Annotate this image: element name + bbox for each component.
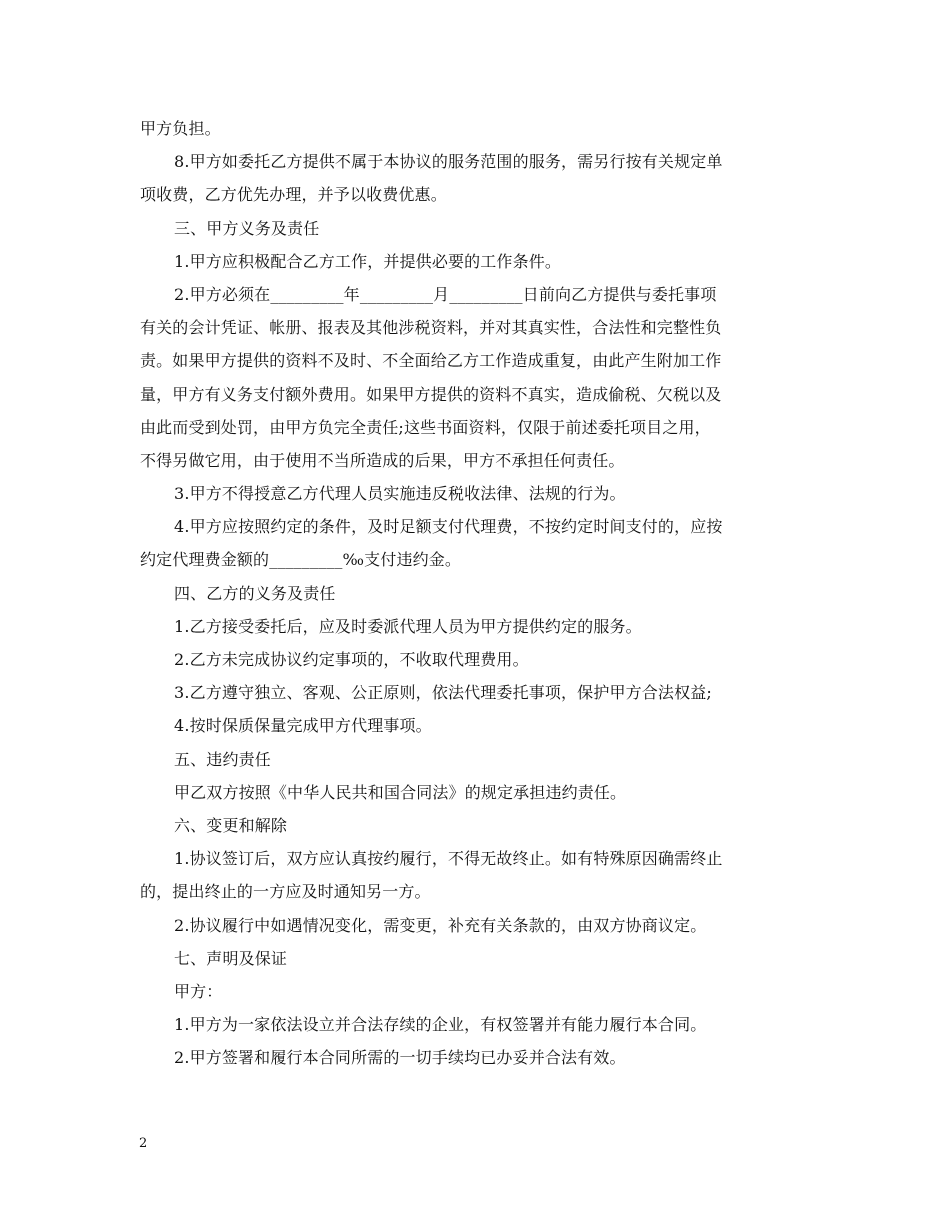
text-line: 1.甲方为一家依法设立并合法存续的企业，有权签署并有能力履行本合同。 (174, 1015, 707, 1035)
text-line: 甲乙双方按照《中华人民共和国合同法》的规定承担违约责任。 (174, 782, 627, 802)
text-line: 甲方负担。 (140, 119, 221, 138)
text-line: 项收费，乙方优先办理，并予以收费优惠。 (140, 185, 447, 205)
text-line: 2.协议履行中如遇情况变化，需变更，补充有关条款的，由双方协商议定。 (174, 915, 707, 935)
text-line: 1.甲方应积极配合乙方工作，并提供必要的工作条件。 (174, 251, 562, 271)
text-line: 五、违约责任 (174, 749, 271, 769)
text-line: 3.甲方不得授意乙方代理人员实施违反税收法律、法规的行为。 (174, 484, 626, 504)
text-line: 六、变更和解除 (174, 815, 288, 835)
text-line: 4.按时保质保量完成甲方代理事项。 (174, 716, 432, 736)
text-line: 1.协议签订后，双方应认真按约履行，不得无故终止。如有特殊原因确需终止 (174, 849, 723, 869)
text-line: 2.甲方必须在_________年_________月_________日前向乙方提供与委托事项 (174, 284, 717, 304)
text-line: 甲方： (174, 981, 223, 1001)
document-body (140, 112, 810, 1074)
text-line: 约定代理费金额的_________‰支付违约金。 (140, 550, 462, 570)
text-line: 量，甲方有义务支付额外费用。如果甲方提供的资料不真实，造成偷税、欠税以及 (140, 384, 722, 404)
text-line: 的，提出终止的一方应及时通知另一方。 (140, 882, 431, 902)
text-line: 2.乙方未完成协议约定事项的，不收取代理费用。 (174, 650, 529, 669)
text-line: 责。如果甲方提供的资料不及时、不全面给乙方工作造成重复，由此产生附加工作 (140, 351, 722, 371)
text-line: 4.甲方应按照约定的条件，及时足额支付代理费，不按约定时间支付的，应按 (174, 517, 723, 537)
text-line: 1.乙方接受委托后，应及时委派代理人员为甲方提供约定的服务。 (174, 616, 642, 636)
text-line: 由此而受到处罚，由甲方负完全责任;这些书面资料，仅限于前述委托项目之用， (140, 417, 711, 437)
text-line: 2.甲方签署和履行本合同所需的一切手续均已办妥并合法有效。 (174, 1048, 626, 1068)
text-line: 七、声明及保证 (174, 948, 288, 968)
page-number: 2 (139, 1136, 148, 1151)
text-line: 8.甲方如委托乙方提供不属于本协议的服务范围的服务，需另行按有关规定单 (174, 152, 723, 172)
text-line: 四、乙方的义务及责任 (174, 583, 336, 603)
text-line: 3.乙方遵守独立、客观、公正原则，依法代理委托事项，保护甲方合法权益; (174, 683, 712, 703)
text-line: 不得另做它用，由于使用不当所造成的后果，甲方不承担任何责任。 (140, 450, 625, 470)
text-line: 有关的会计凭证、帐册、报表及其他涉税资料，并对其真实性，合法性和完整性负 (140, 318, 722, 338)
text-line: 三、甲方义务及责任 (174, 218, 320, 238)
